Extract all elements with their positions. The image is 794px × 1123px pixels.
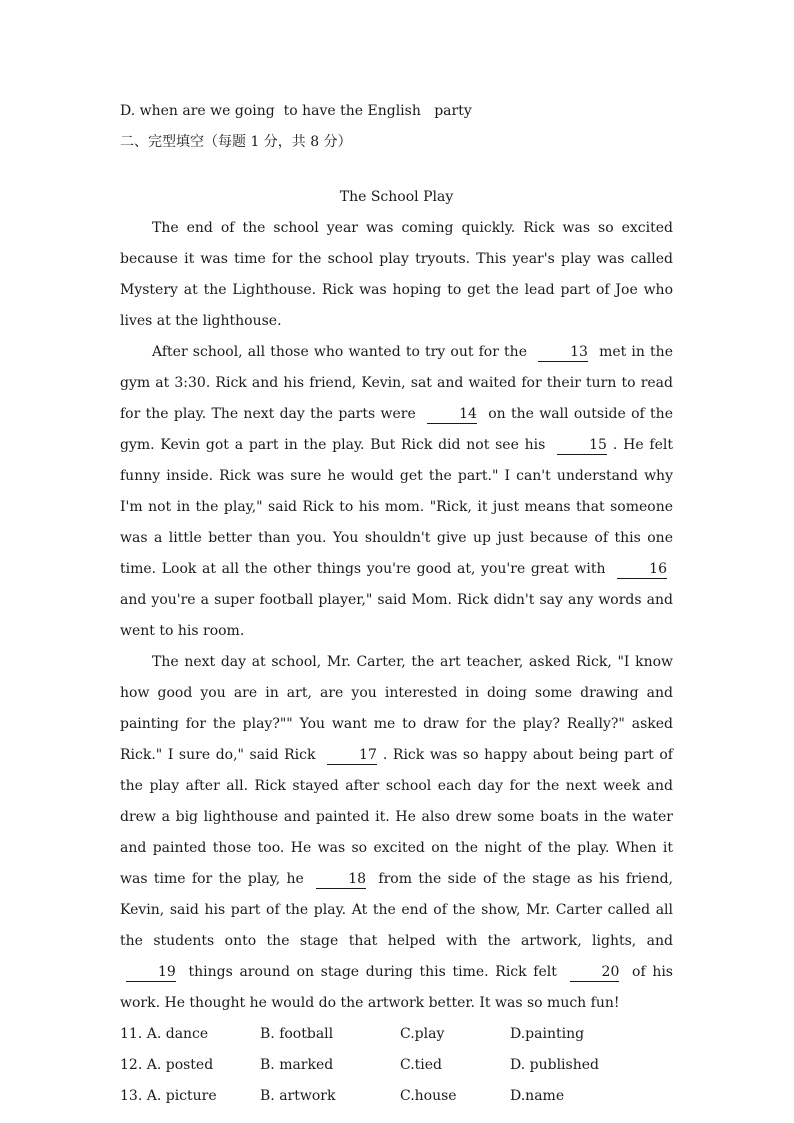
option-choice: B. marked <box>260 1057 334 1073</box>
option-choice: 11. A. dance <box>120 1026 209 1042</box>
answer-blank: 17 <box>327 746 377 765</box>
option-choice: D.name <box>510 1088 565 1104</box>
option-choice: C.play <box>400 1026 445 1042</box>
option-row <box>120 1050 673 1081</box>
answer-blank: 15 <box>557 436 607 455</box>
option-choice: 12. A. posted <box>120 1057 214 1073</box>
passage-text: things around on stage during this time. Rick felt <box>181 964 564 980</box>
passage-title: The School Play <box>339 189 454 205</box>
answer-options <box>120 1019 673 1112</box>
passage-text: The next day at school, Mr. Carter, the art teacher, asked Rick, "I know how good you are in art, are you interested in doing some drawing and painting for the play?"" You want me to draw for the play? Really?" asked Rick." I sure do," said Rick <box>120 654 673 763</box>
option-choice: C.house <box>400 1088 457 1104</box>
section-header: 二、完型填空（每题 1 分，共 8 分） <box>120 134 352 150</box>
document-page <box>120 96 673 1112</box>
option-choice: D.painting <box>510 1026 585 1042</box>
passage-text: The end of the school year was coming quickly. Rick was so excited because it was time for the school play tryouts. This year's play was called Mystery at the Lighthouse. Rick was hoping to get the lead part of Joe who lives at the lighthouse. <box>120 220 673 329</box>
answer-blank: 19 <box>126 963 176 982</box>
passage-text: . Rick was so happy about being part of the play after all. Rick stayed after school each day for the next week and drew a big lighthouse and painted it. He also drew some boats in the water and painted those too. He was so excited on the night of the play. When it was time for the play, he <box>120 747 673 887</box>
passage-text: of his work. He thought he would do the artwork better. It was so much fun! <box>120 964 673 1011</box>
option-row <box>120 1019 673 1050</box>
answer-blank: 20 <box>570 963 620 982</box>
option-choice: B. football <box>260 1026 334 1042</box>
passage-text: met in the gym at 3:30. Rick and his friend, Kevin, sat and waited for their turn to read for the play. The next day the parts were <box>120 344 673 422</box>
option-choice: D. published <box>510 1057 599 1073</box>
passage-text: on the wall outside of the gym. Kevin got a part in the play. But Rick did not see his <box>120 406 673 453</box>
option-choice: 13. A. picture <box>120 1088 217 1104</box>
answer-blank: 13 <box>538 343 588 362</box>
passage-text: . He felt funny inside. Rick was sure he would get the part." I can't understand why I'm not in the play," said Rick to his mom. "Rick, it just means that someone was a little better than you. You shouldn't give up just because of this one time. Look at all the other things you're good at, you're great with <box>120 437 673 577</box>
answer-blank: 18 <box>316 870 366 889</box>
passage-paragraph <box>120 337 673 647</box>
passage-text: After school, all those who wanted to try out for the <box>152 344 533 360</box>
option-choice: C.tied <box>400 1057 443 1073</box>
passage-paragraph <box>120 647 673 1019</box>
answer-blank: 16 <box>617 560 667 579</box>
passage-text: from the side of the stage as his friend, Kevin, said his part of the play. At the end of the show, Mr. Carter called all the students onto the stage that helped with the artwork, lights, and <box>120 871 674 949</box>
option-row <box>120 1081 673 1112</box>
passage-body <box>120 213 673 1019</box>
passage-text: and you're a super football player," said Mom. Rick didn't say any words and went to his room. <box>120 592 673 639</box>
option-choice: B. artwork <box>260 1088 336 1104</box>
previous-option-line: D. when are we going to have the English party <box>120 103 472 119</box>
passage-paragraph <box>120 213 673 337</box>
answer-blank: 14 <box>427 405 477 424</box>
